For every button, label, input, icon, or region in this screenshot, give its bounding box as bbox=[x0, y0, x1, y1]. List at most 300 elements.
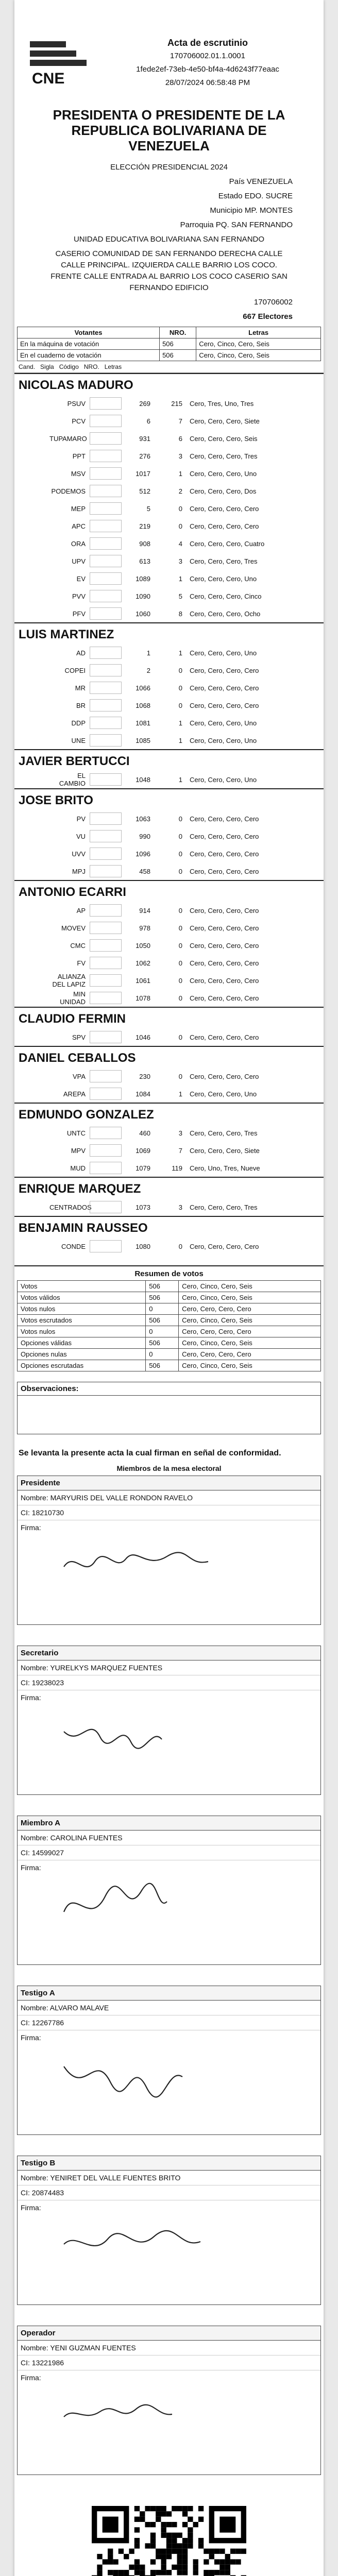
nro-header: NRO. bbox=[160, 327, 196, 338]
resumen-label: Votos escrutados bbox=[18, 1315, 146, 1326]
party-votes-words: Cero, Cero, Cero, Uno bbox=[190, 1090, 257, 1098]
party-code: 6 bbox=[146, 417, 150, 425]
party-votes: 1 bbox=[178, 574, 182, 583]
member-name: Nombre: YURELKYS MARQUEZ FUENTES bbox=[18, 1660, 320, 1675]
table-row bbox=[18, 1281, 321, 1292]
party-code: 1089 bbox=[136, 574, 150, 583]
member-name: Nombre: MARYURIS DEL VALLE RONDON RAVELO bbox=[18, 1490, 320, 1505]
party-sigla: UPV bbox=[72, 557, 86, 565]
party-code: 1090 bbox=[136, 592, 150, 600]
party-logo-box bbox=[90, 1162, 122, 1174]
votantes-table bbox=[17, 327, 321, 361]
party-logo-box bbox=[90, 699, 122, 711]
party-votes: 1 bbox=[178, 469, 182, 478]
firma-label: Firma: bbox=[21, 1693, 41, 1702]
member-ci: CI: 12267786 bbox=[18, 2015, 320, 2030]
party-logo-box bbox=[90, 502, 122, 515]
party-row bbox=[14, 732, 324, 749]
candidates-list bbox=[14, 373, 324, 1255]
party-row bbox=[14, 1198, 324, 1216]
firma-label: Firma: bbox=[21, 1523, 41, 1532]
party-logo-box bbox=[90, 922, 122, 934]
firma-label: Firma: bbox=[21, 2374, 41, 2382]
member-block bbox=[17, 1816, 321, 1965]
party-row bbox=[14, 1142, 324, 1159]
party-code: 5 bbox=[146, 504, 150, 513]
party-row bbox=[14, 570, 324, 587]
party-code: 914 bbox=[139, 906, 150, 914]
party-logo-box bbox=[90, 1088, 122, 1100]
party-row bbox=[14, 500, 324, 517]
members-list bbox=[14, 1476, 324, 2475]
party-code: 1062 bbox=[136, 959, 150, 967]
party-row bbox=[14, 845, 324, 862]
party-code: 931 bbox=[139, 434, 150, 443]
party-row bbox=[14, 1124, 324, 1142]
party-votes-words: Cero, Cero, Cero, Cero bbox=[190, 850, 259, 858]
resumen-label: Votos nulos bbox=[18, 1303, 146, 1315]
logo-text: CNE bbox=[32, 70, 65, 87]
party-sigla: DDP bbox=[71, 719, 86, 727]
resumen-number: 506 bbox=[146, 1360, 179, 1371]
party-code: 1073 bbox=[136, 1203, 150, 1211]
party-sigla: CENTRADOS bbox=[49, 1203, 92, 1211]
municipio: Municipio MP. MONTES bbox=[210, 206, 293, 215]
party-votes: 5 bbox=[178, 592, 182, 600]
party-logo-box bbox=[90, 664, 122, 676]
member-firma bbox=[18, 1520, 320, 1624]
party-votes: 0 bbox=[178, 867, 182, 875]
party-sigla: ALIANZA DEL LAPIZ bbox=[52, 973, 86, 988]
party-votes-words: Cero, Cero, Cero, Cero bbox=[190, 815, 259, 823]
party-logo-box bbox=[90, 537, 122, 550]
party-row bbox=[14, 1028, 324, 1046]
party-votes-words: Cero, Cero, Cero, Seis bbox=[190, 434, 258, 443]
party-votes: 8 bbox=[178, 609, 182, 618]
resumen-words: Cero, Cinco, Cero, Seis bbox=[179, 1281, 321, 1292]
party-votes: 215 bbox=[171, 399, 182, 408]
member-firma bbox=[18, 2370, 320, 2475]
party-votes-words: Cero, Cero, Cero, Cero bbox=[190, 941, 259, 950]
party-code: 1068 bbox=[136, 701, 150, 709]
table-row bbox=[18, 1360, 321, 1371]
party-votes: 119 bbox=[172, 1164, 182, 1172]
party-row bbox=[14, 1067, 324, 1085]
candidate-name: EDMUNDO GONZALEZ bbox=[14, 1103, 324, 1124]
member-block bbox=[17, 1646, 321, 1795]
party-votes-words: Cero, Cero, Cero, Uno bbox=[190, 775, 257, 784]
party-logo-box bbox=[90, 555, 122, 567]
party-votes-words: Cero, Cero, Cero, Cero bbox=[190, 1072, 259, 1080]
table-row bbox=[18, 338, 321, 350]
party-code: 460 bbox=[139, 1129, 150, 1137]
party-logo-box bbox=[90, 974, 122, 987]
party-votes-words: Cero, Cero, Cero, Cinco bbox=[190, 592, 262, 600]
member-block bbox=[17, 2156, 321, 2305]
observaciones-box bbox=[17, 1382, 321, 1434]
party-votes-words: Cero, Cero, Cero, Cero bbox=[190, 684, 259, 692]
signature-image bbox=[59, 2046, 224, 2108]
member-role: Operador bbox=[18, 2326, 320, 2341]
resumen-label: Opciones escrutadas bbox=[18, 1360, 146, 1371]
table-row bbox=[18, 1326, 321, 1337]
party-row bbox=[14, 937, 324, 954]
party-logo-box bbox=[90, 467, 122, 480]
party-logo-box bbox=[90, 432, 122, 445]
party-code: 1060 bbox=[136, 609, 150, 618]
acta-hash-short: 1fede2ef-73eb-4e50-bf4a-4d6243f77eaac bbox=[136, 65, 279, 74]
party-row bbox=[14, 412, 324, 430]
party-votes: 0 bbox=[178, 1242, 182, 1250]
party-code: 276 bbox=[139, 452, 150, 460]
party-code: 1 bbox=[146, 649, 150, 657]
party-votes: 1 bbox=[178, 1090, 182, 1098]
election-info bbox=[14, 154, 324, 323]
resumen-label: Votos bbox=[18, 1281, 146, 1292]
party-votes: 0 bbox=[178, 832, 182, 840]
party-logo-box bbox=[90, 957, 122, 969]
party-votes-words: Cero, Cero, Cero, Cero bbox=[190, 867, 259, 875]
candidate-name: DANIEL CEBALLOS bbox=[14, 1046, 324, 1067]
candidate-name: JAVIER BERTUCCI bbox=[14, 749, 324, 771]
party-sigla: UVV bbox=[72, 850, 86, 858]
party-votes: 2 bbox=[178, 487, 182, 495]
party-sigla: MOVEV bbox=[61, 924, 86, 932]
party-code: 1084 bbox=[136, 1090, 150, 1098]
member-firma bbox=[18, 1690, 320, 1794]
resumen-words: Cero, Cero, Cero, Cero bbox=[179, 1326, 321, 1337]
party-sigla: VPA bbox=[72, 1072, 86, 1080]
party-code: 1079 bbox=[136, 1164, 150, 1172]
election-subtitle: ELECCIÓN PRESIDENCIAL 2024 bbox=[110, 163, 228, 172]
party-votes-words: Cero, Cero, Cero, Siete bbox=[190, 417, 260, 425]
table-row bbox=[18, 1292, 321, 1303]
signature-image bbox=[59, 2216, 224, 2278]
resumen-table bbox=[17, 1280, 321, 1371]
party-logo-box bbox=[90, 1201, 122, 1213]
table-row bbox=[18, 1349, 321, 1360]
column-header bbox=[14, 361, 324, 373]
party-code: 990 bbox=[139, 832, 150, 840]
member-name: Nombre: YENIRET DEL VALLE FUENTES BRITO bbox=[18, 2171, 320, 2185]
signature-image bbox=[59, 1876, 224, 1938]
party-row bbox=[14, 827, 324, 845]
party-votes-words: Cero, Uno, Tres, Nueve bbox=[190, 1164, 260, 1172]
party-code: 1063 bbox=[136, 815, 150, 823]
party-logo-box bbox=[90, 734, 122, 747]
party-code: 1048 bbox=[136, 775, 150, 784]
party-code: 219 bbox=[139, 522, 150, 530]
party-logo-box bbox=[90, 397, 122, 410]
party-sigla: SPV bbox=[72, 1033, 86, 1041]
table-row bbox=[18, 350, 321, 361]
party-votes-words: Cero, Cero, Cero, Cero bbox=[190, 701, 259, 709]
party-votes: 0 bbox=[178, 666, 182, 674]
party-votes-words: Cero, Cero, Cero, Siete bbox=[190, 1146, 260, 1155]
codigo: 170706002 bbox=[254, 298, 293, 307]
party-sigla: AD bbox=[76, 649, 86, 657]
party-code: 1081 bbox=[136, 719, 150, 727]
party-row bbox=[14, 771, 324, 788]
party-votes-words: Cero, Cero, Cero, Ocho bbox=[190, 609, 261, 618]
party-sigla: PVV bbox=[72, 592, 86, 600]
party-votes-words: Cero, Cero, Cero, Cero bbox=[190, 832, 259, 840]
party-sigla: PV bbox=[76, 815, 86, 823]
party-sigla: CONDE bbox=[61, 1242, 86, 1250]
col-cand: Cand. bbox=[19, 363, 36, 370]
party-votes-words: Cero, Cero, Cero, Uno bbox=[190, 469, 257, 478]
conformity-notice: Se levanta la presente acta la cual firman en señal de conformidad. bbox=[19, 1449, 281, 1458]
member-ci: CI: 18210730 bbox=[18, 1505, 320, 1520]
party-row bbox=[14, 482, 324, 500]
party-logo-box bbox=[90, 1144, 122, 1157]
party-logo-box bbox=[90, 520, 122, 532]
letras-header: Letras bbox=[196, 327, 321, 338]
party-logo-box bbox=[90, 830, 122, 842]
party-sigla: PODEMOS bbox=[51, 487, 86, 495]
party-votes-words: Cero, Cero, Cero, Uno bbox=[190, 649, 257, 657]
party-sigla: MIN UNIDAD bbox=[60, 990, 86, 1006]
resumen-words: Cero, Cero, Cero, Cero bbox=[179, 1303, 321, 1315]
party-row bbox=[14, 697, 324, 714]
party-votes-words: Cero, Cero, Cero, Cero bbox=[190, 994, 259, 1002]
member-ci: CI: 14599027 bbox=[18, 1845, 320, 1860]
estado: Estado EDO. SUCRE bbox=[218, 192, 293, 200]
party-votes-words: Cero, Cero, Cero, Tres bbox=[190, 1129, 258, 1137]
centro: UNIDAD EDUCATIVA BOLIVARIANA SAN FERNANDO bbox=[73, 235, 265, 244]
resumen-words: Cero, Cinco, Cero, Seis bbox=[179, 1315, 321, 1326]
acta-header bbox=[14, 0, 324, 103]
party-votes: 0 bbox=[178, 906, 182, 914]
party-votes-words: Cero, Cero, Cero, Cero bbox=[190, 666, 259, 674]
party-logo-box bbox=[90, 992, 122, 1004]
party-votes-words: Cero, Cero, Cero, Tres bbox=[190, 1203, 258, 1211]
party-row bbox=[14, 919, 324, 937]
row-number: 506 bbox=[160, 338, 196, 350]
party-code: 1069 bbox=[136, 1146, 150, 1155]
col-nro: NRO. bbox=[83, 363, 99, 370]
row-words: Cero, Cinco, Cero, Seis bbox=[196, 338, 321, 350]
candidate-name: BENJAMIN RAUSSEO bbox=[14, 1216, 324, 1238]
member-role: Miembro A bbox=[18, 1816, 320, 1831]
candidate-name: NICOLAS MADURO bbox=[14, 373, 324, 395]
row-number: 506 bbox=[160, 350, 196, 361]
party-code: 2 bbox=[146, 666, 150, 674]
resumen-label: Votos válidos bbox=[18, 1292, 146, 1303]
party-votes: 0 bbox=[178, 1072, 182, 1080]
party-logo-box bbox=[90, 848, 122, 860]
party-logo-box bbox=[90, 647, 122, 659]
party-sigla: MEP bbox=[71, 504, 86, 513]
party-sigla: PFV bbox=[72, 609, 86, 618]
party-sigla: APC bbox=[72, 522, 86, 530]
signature-image bbox=[59, 1706, 224, 1768]
party-row bbox=[14, 714, 324, 732]
party-votes: 3 bbox=[178, 557, 182, 565]
party-logo-box bbox=[90, 1127, 122, 1139]
party-code: 1017 bbox=[136, 469, 150, 478]
party-votes: 3 bbox=[178, 1129, 182, 1137]
member-ci: CI: 19238023 bbox=[18, 1675, 320, 1690]
party-votes: 0 bbox=[178, 976, 182, 985]
resumen-words: Cero, Cinco, Cero, Seis bbox=[179, 1337, 321, 1349]
firma-label: Firma: bbox=[21, 2204, 41, 2212]
party-logo-box bbox=[90, 773, 122, 786]
party-row bbox=[14, 679, 324, 697]
direccion: CASERIO COMUNIDAD DE SAN FERNANDO DERECHA CALLE CALLE PRINCIPAL. IZQUIERDA CALLE BARRIO LOS COCO. FRENTE CALLE ENTRADA AL BARRIO LOS COCO CASERIO SAN FERNANDO EDIFICIO bbox=[50, 249, 288, 292]
party-votes-words: Cero, Cero, Cero, Uno bbox=[190, 719, 257, 727]
col-codigo: Código bbox=[59, 363, 79, 370]
party-logo-box bbox=[90, 939, 122, 952]
resumen-number: 506 bbox=[146, 1281, 179, 1292]
party-sigla: PPT bbox=[72, 452, 86, 460]
party-votes: 0 bbox=[178, 850, 182, 858]
party-code: 613 bbox=[139, 557, 150, 565]
party-code: 978 bbox=[139, 924, 150, 932]
candidate-name: JOSE BRITO bbox=[14, 788, 324, 810]
party-code: 1066 bbox=[136, 684, 150, 692]
party-row bbox=[14, 552, 324, 570]
col-letras: Letras bbox=[104, 363, 122, 370]
party-sigla: MPJ bbox=[72, 867, 86, 875]
party-code: 230 bbox=[139, 1072, 150, 1080]
party-sigla: UNE bbox=[71, 736, 86, 744]
resumen-number: 506 bbox=[146, 1315, 179, 1326]
party-sigla: TUPAMARO bbox=[49, 434, 87, 443]
party-votes: 0 bbox=[178, 504, 182, 513]
party-votes-words: Cero, Cero, Cero, Cero bbox=[190, 504, 259, 513]
observaciones-label: Observaciones: bbox=[18, 1382, 320, 1396]
party-code: 458 bbox=[139, 867, 150, 875]
resumen-label: Opciones válidas bbox=[18, 1337, 146, 1349]
acta-label: Acta de escrutinio bbox=[167, 38, 248, 48]
votantes-header: Votantes bbox=[18, 327, 160, 338]
party-row bbox=[14, 1159, 324, 1177]
party-sigla: AREPA bbox=[63, 1090, 86, 1098]
resumen-label: Opciones nulas bbox=[18, 1349, 146, 1360]
party-votes-words: Cero, Cero, Cero, Cero bbox=[190, 522, 259, 530]
party-votes: 7 bbox=[178, 417, 182, 425]
party-votes: 0 bbox=[178, 941, 182, 950]
party-votes: 0 bbox=[178, 522, 182, 530]
row-label: En la máquina de votación bbox=[18, 338, 160, 350]
party-row bbox=[14, 862, 324, 880]
member-ci: CI: 20874483 bbox=[18, 2185, 320, 2200]
party-sigla: PSUV bbox=[67, 399, 86, 408]
cne-logo bbox=[25, 36, 102, 98]
party-logo-box bbox=[90, 812, 122, 825]
party-votes-words: Cero, Cero, Cero, Uno bbox=[190, 736, 257, 744]
resumen-words: Cero, Cinco, Cero, Seis bbox=[179, 1360, 321, 1371]
member-block bbox=[17, 1476, 321, 1625]
party-sigla: ORA bbox=[71, 539, 86, 548]
party-code: 269 bbox=[139, 399, 150, 408]
qr-code bbox=[92, 2506, 246, 2576]
member-role: Testigo A bbox=[18, 1986, 320, 2001]
party-code: 1096 bbox=[136, 850, 150, 858]
party-sigla: AP bbox=[76, 906, 86, 914]
party-sigla: MPV bbox=[71, 1146, 86, 1155]
member-name: Nombre: YENI GUZMAN FUENTES bbox=[18, 2341, 320, 2355]
party-row bbox=[14, 465, 324, 482]
electores: 667 Electores bbox=[243, 312, 293, 321]
party-code: 1085 bbox=[136, 736, 150, 744]
resumen-number: 506 bbox=[146, 1292, 179, 1303]
member-name: Nombre: ALVARO MALAVE bbox=[18, 2001, 320, 2015]
party-row bbox=[14, 954, 324, 972]
resumen-number: 506 bbox=[146, 1337, 179, 1349]
party-sigla: PCV bbox=[72, 417, 86, 425]
party-logo-box bbox=[90, 682, 122, 694]
party-votes-words: Cero, Cero, Cero, Cero bbox=[190, 1033, 259, 1041]
party-sigla: CMC bbox=[70, 941, 86, 950]
party-votes: 4 bbox=[178, 539, 182, 548]
party-votes-words: Cero, Cero, Cero, Cero bbox=[190, 959, 259, 967]
party-row bbox=[14, 430, 324, 447]
member-firma bbox=[18, 1860, 320, 1964]
resumen-number: 0 bbox=[146, 1349, 179, 1360]
party-sigla: COPEI bbox=[64, 666, 86, 674]
party-votes-words: Cero, Cero, Cero, Cero bbox=[190, 1242, 259, 1250]
party-code: 908 bbox=[139, 539, 150, 548]
party-logo-box bbox=[90, 1031, 122, 1043]
party-logo-box bbox=[90, 1070, 122, 1082]
party-code: 1080 bbox=[136, 1242, 150, 1250]
signature-image bbox=[59, 2386, 224, 2448]
party-sigla: MR bbox=[75, 684, 86, 692]
resumen-title: Resumen de votos bbox=[14, 1265, 324, 1278]
party-code: 512 bbox=[139, 487, 150, 495]
party-votes: 1 bbox=[178, 719, 182, 727]
resumen-words: Cero, Cinco, Cero, Seis bbox=[179, 1292, 321, 1303]
party-votes: 0 bbox=[178, 684, 182, 692]
party-row bbox=[14, 972, 324, 989]
table-row bbox=[18, 1315, 321, 1326]
member-ci: CI: 13221986 bbox=[18, 2355, 320, 2370]
member-firma bbox=[18, 2030, 320, 2134]
party-sigla: VU bbox=[76, 832, 86, 840]
party-code: 1050 bbox=[136, 941, 150, 950]
party-votes-words: Cero, Cero, Cero, Uno bbox=[190, 574, 257, 583]
candidate-name: ANTONIO ECARRI bbox=[14, 880, 324, 902]
party-logo-box bbox=[90, 904, 122, 917]
member-role: Presidente bbox=[18, 1476, 320, 1490]
resumen-label: Votos nulos bbox=[18, 1326, 146, 1337]
party-logo-box bbox=[90, 607, 122, 620]
party-votes: 0 bbox=[178, 924, 182, 932]
party-votes: 1 bbox=[178, 649, 182, 657]
pais: País VENEZUELA bbox=[229, 177, 293, 186]
party-votes: 7 bbox=[178, 1146, 182, 1155]
party-code: 1046 bbox=[136, 1033, 150, 1041]
party-row bbox=[14, 1085, 324, 1103]
party-row bbox=[14, 605, 324, 622]
party-votes: 0 bbox=[178, 701, 182, 709]
party-votes: 1 bbox=[178, 736, 182, 744]
candidate-name: CLAUDIO FERMIN bbox=[14, 1007, 324, 1028]
members-title: Miembros de la mesa electoral bbox=[116, 1464, 222, 1472]
party-sigla: BR bbox=[76, 701, 86, 709]
party-votes-words: Cero, Tres, Uno, Tres bbox=[190, 399, 254, 408]
party-sigla: FV bbox=[77, 959, 86, 967]
party-logo-box bbox=[90, 450, 122, 462]
party-row bbox=[14, 810, 324, 827]
party-row bbox=[14, 662, 324, 679]
party-sigla: UNTC bbox=[66, 1129, 86, 1137]
party-row bbox=[14, 989, 324, 1007]
party-votes-words: Cero, Cero, Cero, Tres bbox=[190, 452, 258, 460]
party-votes: 0 bbox=[178, 1033, 182, 1041]
